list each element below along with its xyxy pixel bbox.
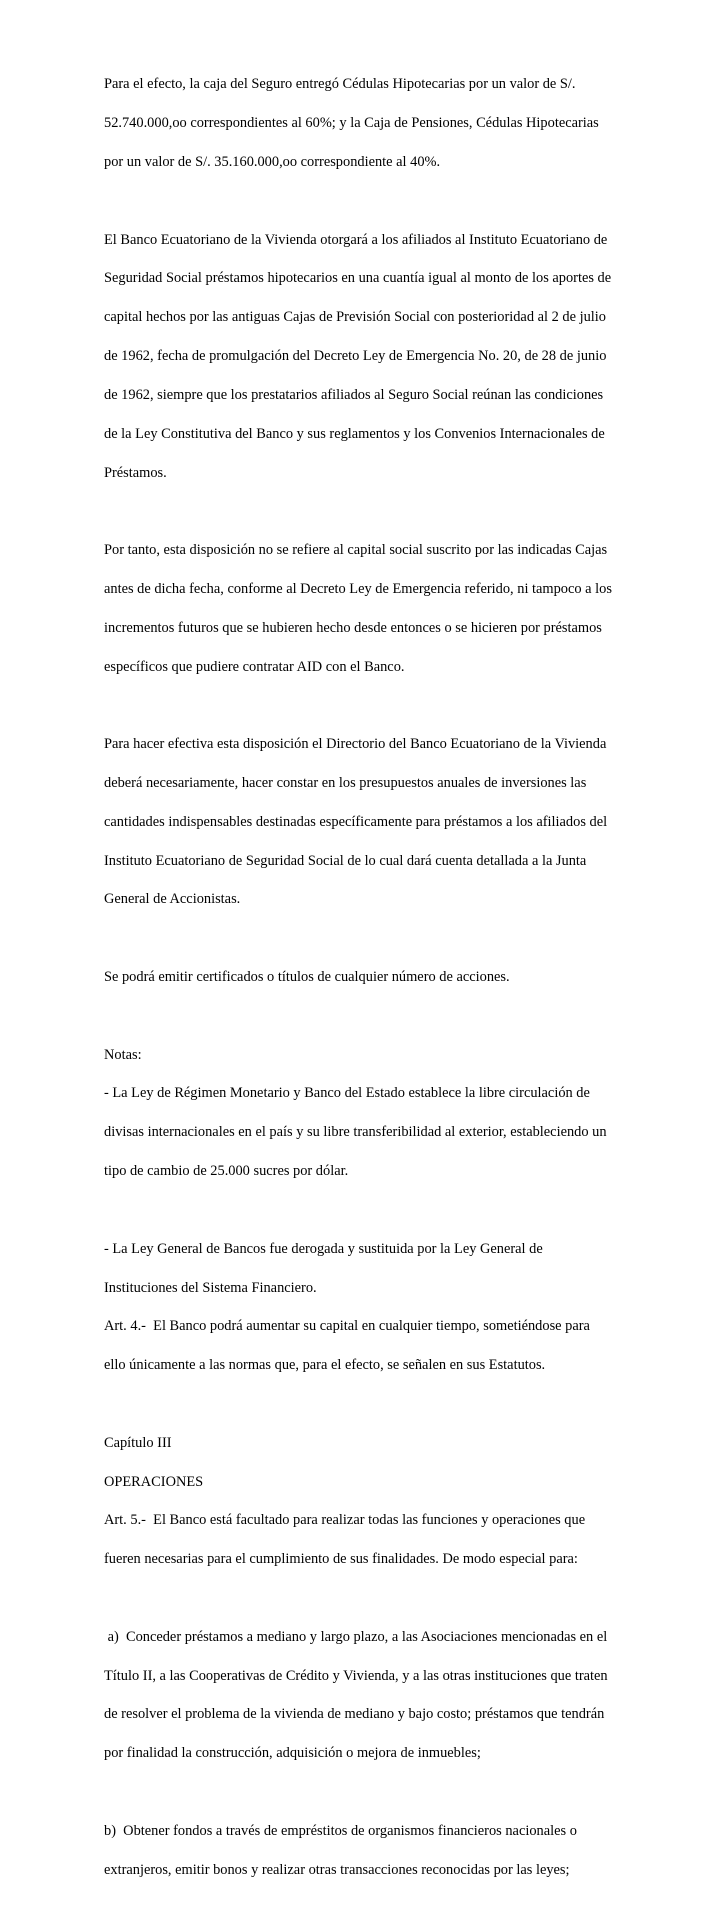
text-line: de resolver el problema de la vivienda de mediano y bajo costo; préstamos que tendrán bbox=[104, 1706, 605, 1723]
text-line: a) Conceder préstamos a mediano y largo plazo, a las Asociaciones mencionadas en el bbox=[104, 1628, 608, 1645]
text-line: antes de dicha fecha, conforme al Decreto Ley de Emergencia referido, ni tampoco a los bbox=[104, 580, 612, 597]
text-line: Art. 4.- El Banco podrá aumentar su capital en cualquier tiempo, sometiéndose para bbox=[104, 1318, 590, 1335]
text-line: capital hechos por las antiguas Cajas de Previsión Social con posterioridad al 2 de julio bbox=[104, 309, 606, 326]
paragraph-prestamos-afiliados bbox=[104, 211, 628, 502]
text-line: Por tanto, esta disposición no se refiere al capital social suscrito por las indicadas Cajas bbox=[104, 542, 608, 559]
text-line: El Banco Ecuatoriano de la Vivienda otorgará a los afiliados al Instituto Ecuatoriano de bbox=[104, 231, 608, 248]
text-line: Se podrá emitir certificados o títulos de cualquier número de acciones. bbox=[104, 969, 510, 986]
text-line: Título II, a las Cooperativas de Crédito y Vivienda, y a las otras instituciones que traten bbox=[104, 1667, 608, 1684]
text-line: por un valor de S/. 35.160.000,oo correspondiente al 40%. bbox=[104, 154, 441, 171]
text-line: ello únicamente a las normas que, para el efecto, se señalen en sus Estatutos. bbox=[104, 1357, 546, 1374]
text-line: divisas internacionales en el país y su libre transferibilidad al exterior, estableciendo un bbox=[104, 1124, 607, 1141]
text-line: tipo de cambio de 25.000 sucres por dólar. bbox=[104, 1163, 349, 1180]
text-line: 52.740.000,oo correspondientes al 60%; y la Caja de Pensiones, Cédulas Hipotecarias bbox=[104, 115, 599, 132]
paragraph-item-b bbox=[104, 1802, 628, 1899]
paragraph-por-tanto bbox=[104, 522, 628, 697]
text-line: b) Obtener fondos a través de empréstitos de organismos financieros nacionales o bbox=[104, 1822, 577, 1839]
text-line: Instituciones del Sistema Financiero. bbox=[104, 1279, 317, 1296]
text-line: Notas: bbox=[104, 1046, 142, 1063]
section-heading: OPERACIONES bbox=[104, 1473, 204, 1490]
paragraph-item-a bbox=[104, 1608, 628, 1783]
text-line: específicos que pudiere contratar AID con el Banco. bbox=[104, 658, 405, 675]
text-line: de la Ley Constitutiva del Banco y sus reglamentos y los Convenios Internacionales de bbox=[104, 425, 605, 442]
text-line: de 1962, siempre que los prestatarios afiliados al Seguro Social reúnan las condiciones bbox=[104, 386, 604, 403]
paragraph-certificados bbox=[104, 949, 628, 1007]
text-line: deberá necesariamente, hacer constar en los presupuestos anuales de inversiones las bbox=[104, 774, 587, 791]
text-line: por finalidad la construcción, adquisición o mejora de inmuebles; bbox=[104, 1745, 481, 1762]
text-line: incrementos futuros que se hubieren hecho desde entonces o se hicieren por préstamos bbox=[104, 619, 602, 636]
text-line: Instituto Ecuatoriano de Seguridad Social de lo cual dará cuenta detallada a la Junta bbox=[104, 852, 587, 869]
text-line: fueren necesarias para el cumplimiento de sus finalidades. De modo especial para: bbox=[104, 1551, 578, 1568]
paragraph-notas bbox=[104, 1026, 628, 1201]
text-line: extranjeros, emitir bonos y realizar otras transacciones reconocidas por las leyes; bbox=[104, 1861, 570, 1878]
text-line: Seguridad Social préstamos hipotecarios en una cuantía igual al monto de los aportes de bbox=[104, 270, 612, 287]
text-line: Préstamos. bbox=[104, 464, 167, 481]
text-line: General de Accionistas. bbox=[104, 891, 241, 908]
text-line: de 1962, fecha de promulgación del Decreto Ley de Emergencia No. 20, de 28 de junio bbox=[104, 348, 607, 365]
chapter-heading: Capítulo III bbox=[104, 1434, 172, 1451]
text-line: Para hacer efectiva esta disposición el Directorio del Banco Ecuatoriano de la Vivienda bbox=[104, 736, 607, 753]
text-line: - La Ley General de Bancos fue derogada y sustituida por la Ley General de bbox=[104, 1240, 543, 1257]
text-line: - La Ley de Régimen Monetario y Banco del Estado establece la libre circulación de bbox=[104, 1085, 590, 1102]
document-page bbox=[104, 56, 628, 1919]
paragraph-cedulas-hipotecarias bbox=[104, 56, 628, 192]
paragraph-capitulo-iii bbox=[104, 1414, 628, 1589]
paragraph-directorio bbox=[104, 716, 628, 929]
text-line: Art. 5.- El Banco está facultado para realizar todas las funciones y operaciones que bbox=[104, 1512, 586, 1529]
text-line: cantidades indispensables destinadas específicamente para préstamos a los afiliados del bbox=[104, 813, 608, 830]
paragraph-art-4 bbox=[104, 1220, 628, 1395]
text-line: Para el efecto, la caja del Seguro entregó Cédulas Hipotecarias por un valor de S/. bbox=[104, 76, 576, 93]
